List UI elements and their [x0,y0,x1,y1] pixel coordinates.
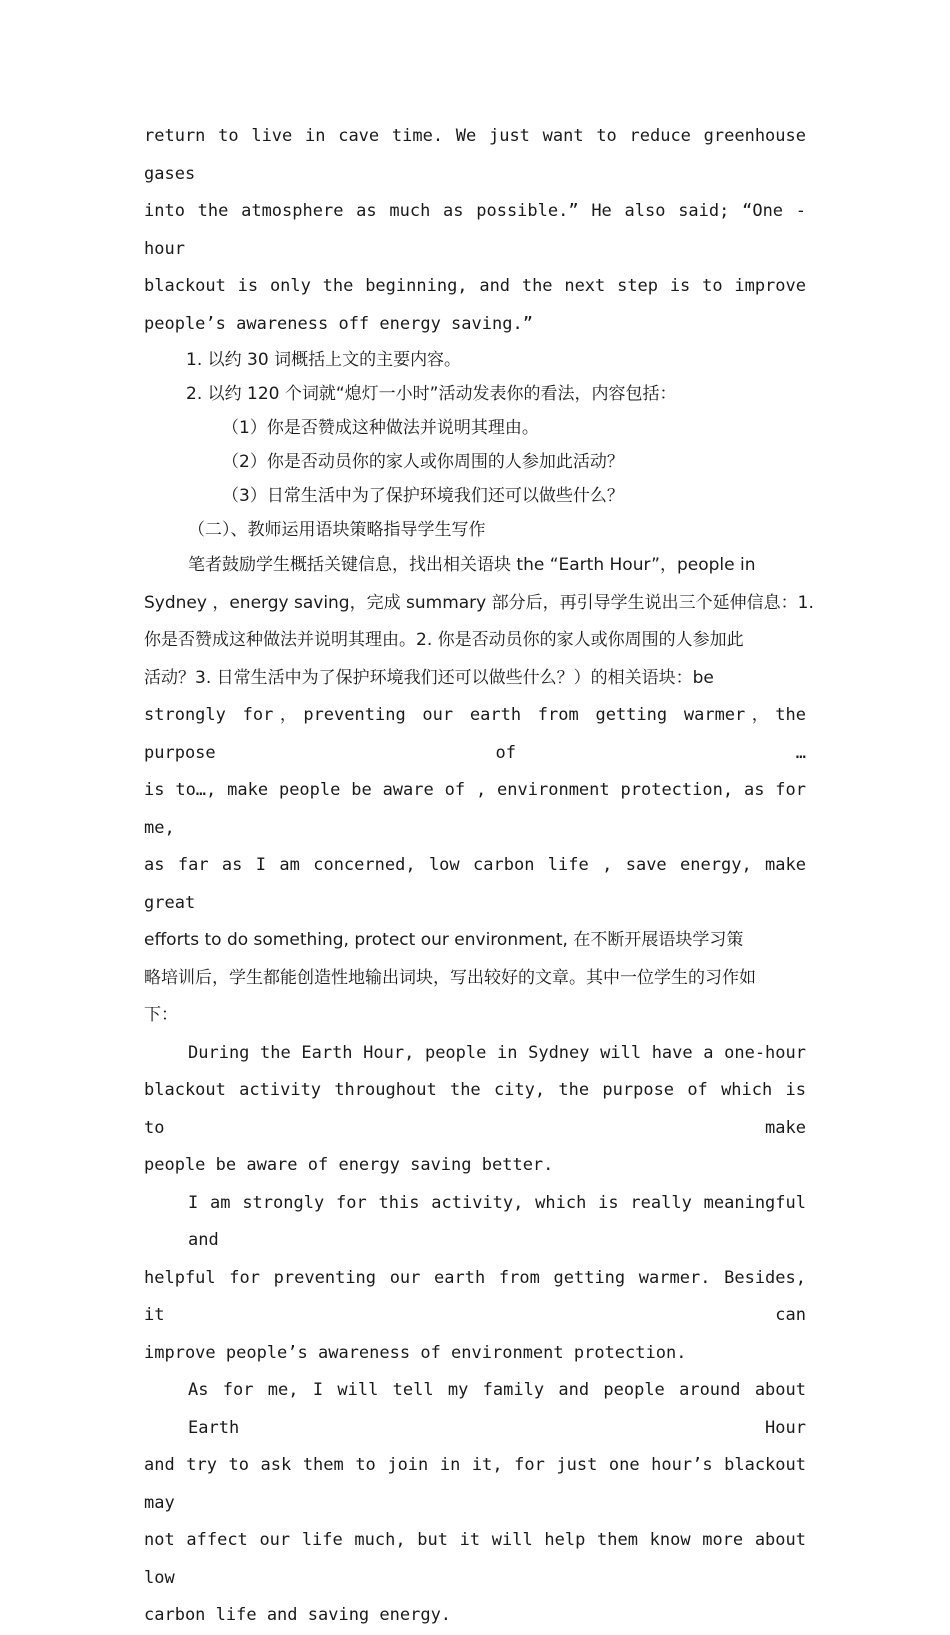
section-heading: （二）、教师运用语块策略指导学生写作 [188,520,486,540]
text-line: I am strongly for this activity, which is really meaningful and [188,1192,806,1250]
essay-paragraph-3 [144,1372,806,1635]
text-line: helpful for preventing our earth from getting warmer. Besides, it can [144,1267,806,1325]
text-line: efforts to do something, protect our environment, 在不断开展语块学习策 [144,930,744,950]
text-line: As for me, I will tell my family and people around about Earth Hour [188,1380,806,1438]
task-2-item: （2）你是否动员你的家人或你周围的人参加此活动？ [222,452,624,472]
text-line: 笔者鼓励学生概括关键信息，找出相关语块 the “Earth Hour”，people in [188,555,756,575]
text-line: is to…, make people be aware of , environment protection, as for me, [144,780,806,838]
text-line: blackout activity throughout the city, the purpose of which is to make [144,1080,806,1138]
text-line: strongly for，preventing our earth from getting warmer，the purpose of … [144,705,806,763]
text-line: blackout is only the beginning, and the next step is to improve [144,276,806,296]
text-line: not affect our life much, but it will help them know more about low [144,1530,806,1588]
text-line: 你是否赞成这种做法并说明其理由。2. 你是否动员你的家人或你周围的人参加此 [144,630,744,650]
text-line: 略培训后，学生都能创造性地输出词块，写出较好的文章。其中一位学生的习作如 [144,967,756,988]
text-line: carbon life and saving energy. [144,1605,452,1625]
text-line: During the Earth Hour, people in Sydney will have a one-hour [188,1042,806,1063]
text-line: into the atmosphere as much as possible.” He also said; “One - hour [144,201,806,259]
intro-paragraph [144,118,806,343]
document-page [144,118,814,1635]
text-line: and try to ask them to join in it, for just one hour’s blackout may [144,1455,806,1513]
task-2-item: （3）日常生活中为了保护环境我们还可以做些什么？ [222,486,624,506]
text-line: 活动？3. 日常生活中为了保护环境我们还可以做些什么？）的相关语块：be [144,667,714,688]
method-paragraph [144,547,814,1035]
text-line: 下： [144,1005,178,1025]
text-line: return to live in cave time. We just want to reduce greenhouse gases [144,126,806,184]
text-line: as far as I am concerned, low carbon life , save energy, make great [144,855,806,913]
text-line: improve people’s awareness of environment protection. [144,1342,687,1363]
text-line: people be aware of energy saving better. [144,1155,554,1175]
text-line: Sydney ，energy saving，完成 summary 部分后，再引导学生说出三个延伸信息：1. [144,592,814,613]
task-2-item: （1）你是否赞成这种做法并说明其理由。 [222,418,539,438]
text-line: people’s awareness off energy saving.” [144,313,533,334]
essay-paragraph-1 [144,1035,806,1185]
task-2: 2. 以约 120 个词就“熄灯一小时”活动发表你的看法，内容包括： [186,384,677,404]
task-1: 1. 以约 30 词概括上文的主要内容。 [186,350,462,370]
